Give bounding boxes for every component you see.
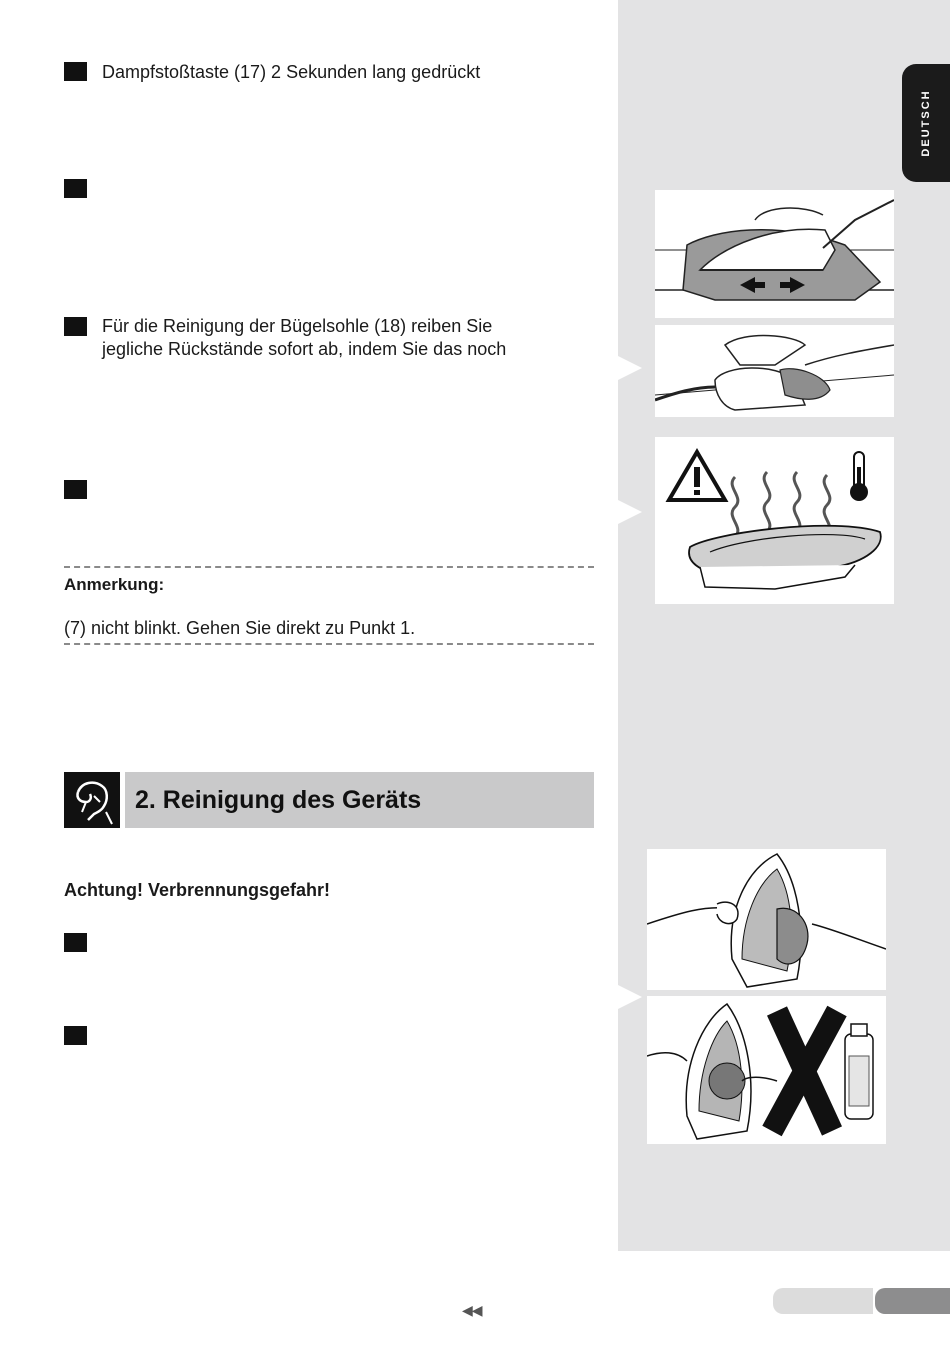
no-solvent-illustration xyxy=(647,996,886,1144)
step-bullet xyxy=(64,933,87,952)
hot-soleplate-warning-illustration xyxy=(655,437,894,604)
pointer-arrow xyxy=(618,356,642,380)
language-tab-label: DEUTSCH xyxy=(920,89,932,157)
note-divider-top xyxy=(64,566,594,568)
section-title-bar xyxy=(125,772,594,828)
page-indicator-dark xyxy=(875,1288,950,1314)
note-heading: Anmerkung: xyxy=(64,575,165,594)
section-title: 2. Reinigung des Geräts xyxy=(135,786,422,814)
language-tab[interactable] xyxy=(902,64,950,182)
cross-icon xyxy=(772,1011,837,1131)
step-bullet xyxy=(64,62,87,81)
note-divider-bottom xyxy=(64,643,594,645)
wipe-iron-cloth-illustration xyxy=(647,849,886,990)
step-text: Dampfstoßtaste (17) 2 Sekunden lang gedrückt xyxy=(102,62,481,82)
pointer-arrow xyxy=(618,985,642,1009)
warning-triangle-icon xyxy=(669,452,725,500)
step-bullet xyxy=(64,480,87,499)
note-text: (7) nicht blinkt. Gehen Sie direkt zu Punkt 1. xyxy=(64,618,416,638)
bottle-icon xyxy=(845,1024,873,1119)
page-nav-arrows[interactable]: ◀◀ xyxy=(462,1302,482,1318)
step-text-line: jegliche Rückstände sofort ab, indem Sie das noch xyxy=(102,339,507,359)
cleaning-hand-icon xyxy=(64,772,120,828)
step-text-line: Für die Reinigung der Bügelsohle (18) reiben Sie xyxy=(102,316,493,336)
step-bullet xyxy=(64,179,87,198)
step-bullet xyxy=(64,1026,87,1045)
pointer-arrow xyxy=(618,500,642,524)
iron-on-cloth-illustration xyxy=(655,190,894,318)
step-text xyxy=(102,315,582,361)
step-bullet xyxy=(64,317,87,336)
iron-heel-wipe-illustration xyxy=(655,325,894,417)
thermometer-icon xyxy=(850,452,868,501)
burn-warning: Achtung! Verbrennungsgefahr! xyxy=(64,880,331,900)
page-indicator-light xyxy=(773,1288,873,1314)
